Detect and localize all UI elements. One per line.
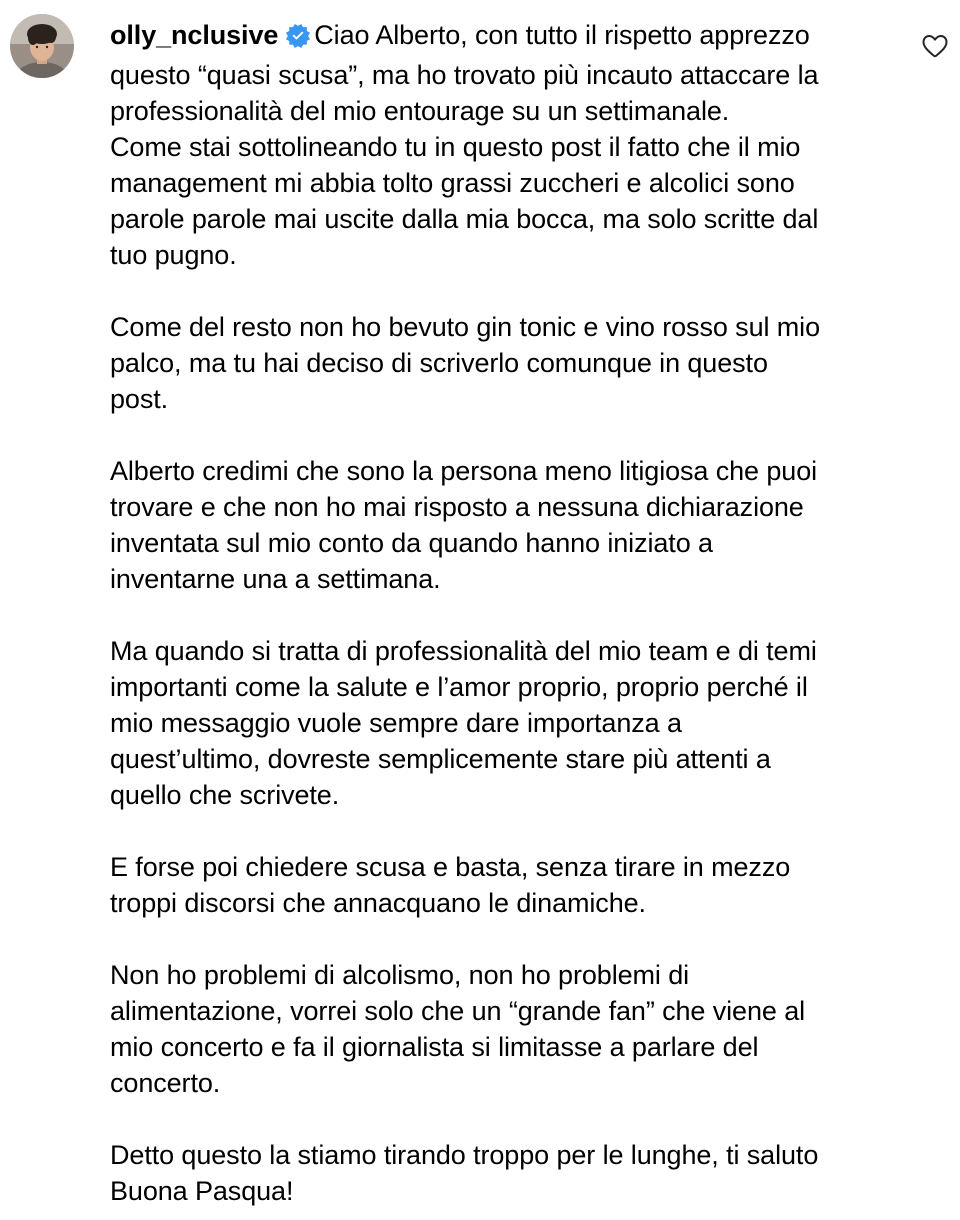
- comment-line: palco, ma tu hai deciso di scriverlo comunque in questo: [110, 348, 768, 378]
- comment-line: Come del resto non ho bevuto gin tonic e vino rosso sul mio: [110, 312, 820, 342]
- comment-line: alimentazione, vorrei solo che un “grande fan” che viene al: [110, 996, 806, 1026]
- comment-line: inventata sul mio conto da quando hanno iniziato a: [110, 528, 713, 558]
- paragraph: [110, 1137, 910, 1209]
- comment-line: mio messaggio vuole sempre dare importanza a: [110, 708, 682, 738]
- paragraph: [110, 309, 910, 417]
- paragraph: [110, 849, 910, 921]
- avatar-photo-icon: [10, 14, 74, 78]
- comment-line: olly_nclusive Ciao Alberto, con tutto il rispetto apprezzo: [110, 17, 910, 57]
- paragraph: [110, 453, 910, 597]
- comment-line: Buona Pasqua!: [110, 1176, 294, 1206]
- username-link[interactable]: olly_nclusive: [110, 20, 279, 50]
- paragraph: [110, 957, 910, 1101]
- heart-outline-icon[interactable]: [922, 34, 948, 58]
- comment-line: Come stai sottolineando tu in questo post il fatto che il mio: [110, 132, 801, 162]
- comment-line: concerto.: [110, 1068, 221, 1098]
- comment-line: troppi discorsi che annacquano le dinamiche.: [110, 888, 646, 918]
- comment-line: tuo pugno.: [110, 240, 237, 270]
- comment-line: trovare e che non ho mai risposto a nessuna dichiarazione: [110, 492, 804, 522]
- comment-line: Detto questo la stiamo tirando troppo per le lunghe, ti saluto: [110, 1140, 819, 1170]
- comment-line: quello che scrivete.: [110, 780, 340, 810]
- comment-line: Non ho problemi di alcolismo, non ho problemi di: [110, 960, 690, 990]
- comment-line: inventarne una a settimana.: [110, 564, 441, 594]
- comment-line: mio concerto e fa il giornalista si limitasse a parlare del: [110, 1032, 759, 1062]
- comment-line: Alberto credimi che sono la persona meno litigiosa che puoi: [110, 456, 818, 486]
- avatar[interactable]: [10, 14, 74, 78]
- comment-line: management mi abbia tolto grassi zuccheri e alcolici sono: [110, 168, 795, 198]
- comment-text: [110, 17, 910, 1209]
- comment-line: questo “quasi scusa”, ma ho trovato più incauto attaccare la: [110, 60, 819, 90]
- paragraph: [110, 633, 910, 813]
- comment-line: quest’ultimo, dovreste semplicemente stare più attenti a: [110, 744, 771, 774]
- comment-line: professionalità del mio entourage su un settimanale.: [110, 96, 730, 126]
- verified-badge-icon: [286, 21, 310, 57]
- paragraph: [110, 17, 910, 273]
- comment-line: Ma quando si tratta di professionalità del mio team e di temi: [110, 636, 817, 666]
- comment-line: E forse poi chiedere scusa e basta, senza tirare in mezzo: [110, 852, 791, 882]
- comment-line: parole parole mai uscite dalla mia bocca, ma solo scritte dal: [110, 204, 819, 234]
- comment-line: importanti come la salute e l’amor proprio, proprio perché il: [110, 672, 808, 702]
- comment-line: post.: [110, 384, 169, 414]
